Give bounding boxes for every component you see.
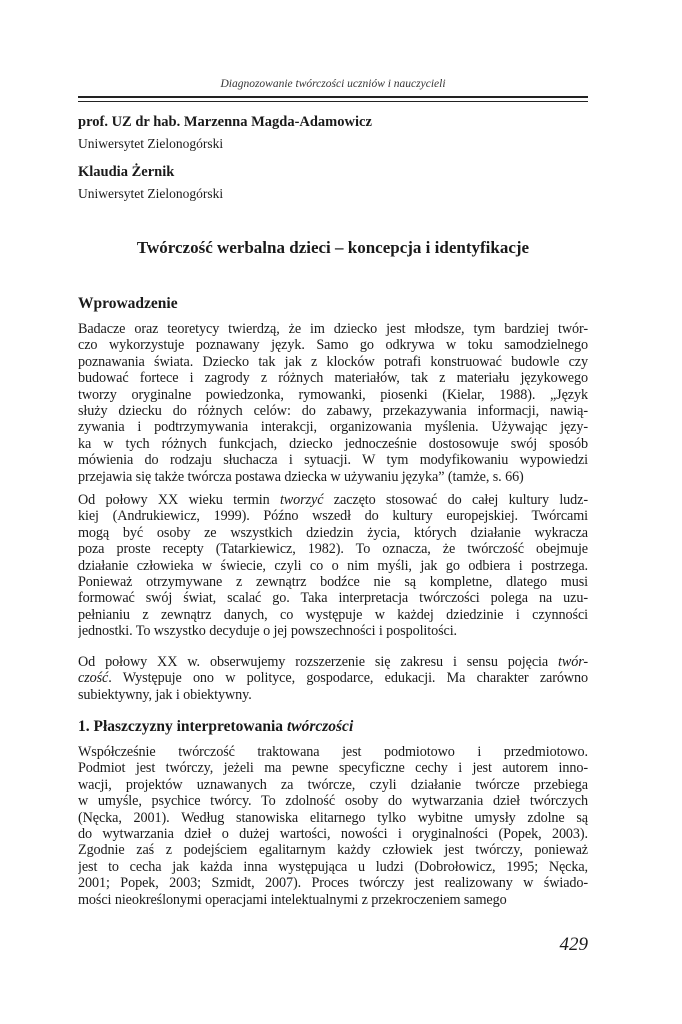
text-line: ka w tych różnych funkcjach, dziecko jednocześnie dostosowuje swój sposób <box>78 435 588 452</box>
emphasized-term: tworzyć <box>279 492 324 508</box>
paragraph-intro-3 <box>78 654 588 703</box>
text-run: pełnianiu z zewnątrz danych, co występuje w każdej dziedzinie i czynności <box>78 606 588 623</box>
text-run: Od połowy XX wieku termin <box>78 492 280 508</box>
text-line <box>78 590 588 606</box>
text-line <box>78 670 588 686</box>
page-number: 429 <box>559 934 588 955</box>
text-line: Badacze oraz teoretycy twierdzą, że im dziecko jest młodsze, tym bardziej twór- <box>78 321 588 337</box>
text-line <box>78 525 588 541</box>
paragraph-intro-2 <box>78 492 588 640</box>
text-run: poza proste recepty (Tatarkiewicz, 1982). To oznacza, że twórczość obejmuje <box>78 541 588 558</box>
text-line: 2001; Popek, 2003; Szmidt, 2007). Proces twórczy jest realizowany w świado- <box>78 875 588 892</box>
article-title: Twórczość werbalna dzieci – koncepcja i identyfikacje <box>136 238 530 257</box>
text-run: działanie człowieka w świecie, czyli co o nim myśli, jak go odbiera i postrzega. <box>78 557 588 574</box>
text-run: Od połowy XX w. obserwujemy rozszerzenie się zakresu i sensu pojęcia <box>78 654 559 670</box>
text-line <box>78 574 588 590</box>
text-run: jednostki. To wszystko decyduje o jej powszechności i pospolitości. <box>78 623 457 640</box>
text-run: subiektywny, jak i obiektywny. <box>78 686 252 703</box>
text-line: (Nęcka, 2001). Według stanowiska elitarnego tylko wybitne umysły zdolne są <box>78 809 588 826</box>
text-line: zywania i podtrzymywania interakcji, organizowania myślenia. Używając języ- <box>78 419 588 436</box>
author-name-2: Klaudia Żernik <box>78 164 175 180</box>
text-line: służy dziecku do różnych celów: do zabawy, przekazywania informacji, nawią- <box>78 403 588 420</box>
header-rule-thick <box>78 96 588 98</box>
text-line: wacji, projektów uznawanych za twórcze, czyli działanie twórcze przebiega <box>78 776 588 793</box>
text-line: czo wykorzystuje poznawany język. Samo go odkrywa w toku samodzielnego <box>78 337 588 354</box>
text-line: tworzy oryginalne powiedzonka, rymowanki, piosenki (Kielar, 1988). „Język <box>78 386 588 403</box>
text-line: jest to cecha jak każda inna występująca u ludzi (Dobrołowicz, 1995; Nęcka, <box>78 858 588 875</box>
text-run: . Występuje ono w polityce, gospodarce, edukacji. Ma charakter zarówno <box>108 670 588 687</box>
text-line <box>78 541 588 557</box>
text-line <box>78 492 588 508</box>
author-affiliation-1: Uniwersytet Zielonogórski <box>78 136 224 151</box>
text-line <box>78 508 588 524</box>
header-rule-thin <box>78 101 588 102</box>
emphasized-term: czość <box>78 670 109 687</box>
text-line <box>78 558 588 574</box>
text-line: Współcześnie twórczość traktowana jest podmiotowo i przedmiotowo. <box>78 744 588 760</box>
text-line <box>78 654 588 670</box>
text-line: do wytwarzania dzieł o dużej wartości, nowości i oryginalności (Popek, 2003). <box>78 826 588 843</box>
text-run: Ponieważ otrzymywane z zewnątrz bodźce nie są kompletne, dlatego musi <box>78 574 588 591</box>
text-line: w umyśle, psychice twórcy. To zdolność osoby do wytwarzania dzieł twórczych <box>78 793 588 810</box>
text-run: kiej (Andrukiewicz, 1999). Późno wszedł do kultury europejskiej. Twórcami <box>78 508 588 525</box>
text-line: budować fortece i zagrody z różnych materiałów, tak z materiału językowego <box>78 370 588 387</box>
text-run: zaczęto stosować do całej kultury ludz- <box>323 492 588 508</box>
text-line: Zgodnie zaś z podejściem egalitarnym każdy człowiek jest twórczy, ponieważ <box>78 842 588 859</box>
running-header: Diagnozowanie twórczości uczniów i nauczycieli <box>220 78 446 90</box>
text-line: mości nieokreślonymi operacjami intelektualnymi z przekroczeniem samego <box>78 891 507 908</box>
text-run: formować swój świat, scalać go. Taka interpretacja twórczości polega na uzu- <box>78 590 588 607</box>
text-line: przejawia się także twórcza postawa dziecka w używaniu języka” (tamże, s. 66) <box>78 468 524 485</box>
text-run: mogą być osoby ze wszystkich dziedzin życia, których działanie wykracza <box>78 524 588 541</box>
text-line <box>78 687 588 703</box>
section-heading-intro: Wprowadzenie <box>78 295 178 312</box>
author-affiliation-2: Uniwersytet Zielonogórski <box>78 186 224 201</box>
emphasized-term: twór- <box>558 654 588 670</box>
text-line: mówienia do rodzaju słuchacza i sytuacji. W tym modyfikowaniu wypowiedzi <box>78 452 588 469</box>
author-name-1: prof. UZ dr hab. Marzenna Magda-Adamowicz <box>78 114 372 130</box>
text-line: poznawania świata. Dziecko tak jak z klocków potrafi konstruować budowle czy <box>78 353 588 370</box>
section-heading-1 <box>78 718 353 736</box>
section-heading-1-text: 1. Płaszczyzny interpretowania <box>78 718 287 735</box>
text-line: Podmiot jest twórczy, jeżeli ma pewne specyficzne cechy i jest autorem inno- <box>78 760 588 777</box>
text-line <box>78 623 588 639</box>
paragraph-section-1 <box>78 744 588 908</box>
section-heading-1-emphasis: twórczości <box>286 718 354 735</box>
paragraph-intro-1 <box>78 321 588 485</box>
text-line <box>78 607 588 623</box>
